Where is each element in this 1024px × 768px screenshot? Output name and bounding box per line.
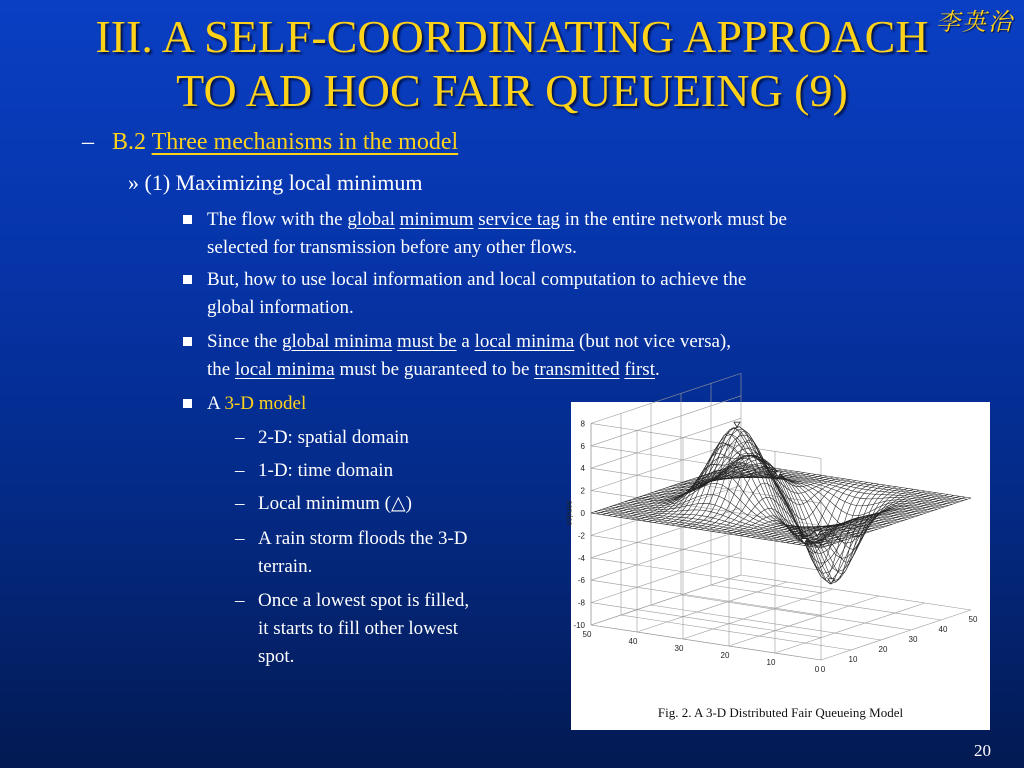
x-axis-tick-label: 10 (848, 655, 858, 664)
floor-gridline (775, 603, 925, 653)
back-wall-gridline (591, 441, 741, 491)
bullet-line (207, 356, 660, 384)
side-wall-gridline (591, 603, 821, 638)
floor-gridline (591, 575, 741, 625)
y-axis-tick-label: 0 (814, 665, 820, 674)
subheading (128, 170, 423, 196)
text: . (654, 359, 660, 380)
heading-prefix: B.2 (112, 129, 147, 155)
surface-mesh-line (726, 468, 956, 503)
bullet-square-icon (183, 275, 192, 284)
underlined-text: transmitted (534, 359, 620, 380)
underlined-text: must be (396, 331, 457, 352)
bullet-square-icon (183, 399, 192, 408)
x-axis-tick-label: 40 (938, 625, 948, 634)
floor-gridline (591, 625, 821, 660)
y-axis-tick-label: 30 (674, 644, 684, 653)
dash-marker: – (235, 427, 245, 448)
figure-3d-surface (565, 402, 990, 730)
underlined-text: service tag (478, 209, 561, 230)
heading-text: Three mechanisms in the model (151, 129, 459, 155)
back-wall-gridline (591, 396, 741, 446)
bullet-line: global information. (207, 297, 354, 318)
bullet-line (207, 328, 731, 356)
page-number: 20 (974, 741, 991, 760)
subbullet-text: spot. (258, 646, 295, 667)
floor-gridline (741, 575, 971, 610)
y-axis-tick-label: 10 (766, 658, 776, 667)
underlined-text: global (347, 209, 395, 230)
side-wall-gridline (591, 558, 821, 593)
underlined-text: local minima (474, 331, 575, 352)
z-axis-tick-label: 2 (580, 486, 585, 496)
surface-plot (565, 402, 990, 702)
bullet-square-icon (183, 337, 192, 346)
surface-mesh-line (707, 474, 937, 543)
subbullet-text: Local minimum (△) (258, 493, 412, 514)
dash-marker: – (235, 493, 245, 514)
bullet-line: selected for transmission before any other flows. (207, 237, 577, 258)
floor-gridline (683, 589, 833, 639)
x-axis-tick-label: 30 (908, 635, 918, 644)
subbullet-text: it starts to fill other lowest (258, 618, 459, 639)
underlined-text: local minima (234, 359, 335, 380)
bullet-square-icon (183, 215, 192, 224)
text: (but not vice versa), (579, 331, 731, 352)
z-axis-tick-label: 6 (580, 441, 585, 451)
back-wall-gridline (591, 508, 741, 558)
subbullet-text: Once a lowest spot is filled, (258, 590, 470, 611)
dash-marker: – (235, 460, 245, 481)
floor-gridline (621, 615, 851, 650)
subheading-marker: » (128, 170, 139, 195)
bullet-line: But, how to use local information and local computation to achieve the (207, 269, 747, 290)
x-axis-tick-label: 0 (820, 665, 826, 674)
x-axis-tick-label: 50 (968, 615, 978, 624)
z-axis-tick-label: 4 (580, 464, 585, 474)
text: Since the (207, 331, 278, 352)
z-axis-tick-label: 8 (580, 419, 585, 429)
slide-title-line-2: TO AD HOC FAIR QUEUEING (9) (176, 65, 848, 116)
text: must be guaranteed to be (339, 359, 530, 380)
subheading-text: (1) Maximizing local minimum (144, 170, 423, 195)
y-axis-tick-label: 20 (720, 651, 730, 660)
subbullet-text: 1-D: time domain (258, 460, 394, 481)
local-minimum-marker (734, 422, 740, 427)
author-logo: 李英治 (936, 10, 1014, 36)
z-axis-tick-label: -4 (577, 553, 585, 563)
text: The flow with the (207, 209, 343, 230)
subbullet-text: 2-D: spatial domain (258, 427, 409, 448)
z-axis-tick-label: -6 (577, 576, 585, 586)
subbullet-text: A rain storm floods the 3-D (258, 528, 468, 549)
back-wall-gridline (591, 553, 741, 603)
surface-mesh-line (719, 471, 949, 506)
back-wall-gridline (591, 530, 741, 580)
side-wall-gridline (591, 423, 821, 458)
text: in the entire network must be (564, 209, 787, 230)
heading-dash: – (82, 129, 94, 155)
floor-gridline (651, 605, 881, 640)
y-axis-tick-label: 50 (582, 630, 592, 639)
dash-marker: – (235, 590, 245, 611)
highlighted-text: 3-D model (224, 393, 307, 414)
text: the (207, 359, 231, 380)
underlined-text: global minima (281, 331, 393, 352)
y-axis-tick-label: 40 (628, 637, 638, 646)
surface-mesh-line (741, 463, 971, 498)
floor-gridline (821, 610, 971, 660)
z-axis-tick-label: -10 (573, 621, 585, 630)
floor-gridline (637, 582, 787, 632)
text: A (207, 393, 220, 414)
back-wall-gridline (591, 418, 741, 468)
slide-title (0, 10, 1024, 118)
surface-mesh-line (606, 508, 836, 543)
z-axis-tick-label: -2 (577, 531, 585, 541)
subbullet-text: terrain. (258, 556, 313, 577)
underlined-text: first (624, 359, 655, 380)
z-axis-label: service (565, 500, 574, 526)
z-axis-tick-label: 0 (580, 509, 585, 518)
x-axis-tick-label: 20 (878, 645, 888, 654)
floor-gridline (729, 596, 879, 646)
bullet-line (207, 390, 306, 418)
z-axis-tick-label: -8 (577, 598, 585, 608)
side-wall-gridline (591, 580, 821, 615)
underlined-text: minimum (399, 209, 474, 230)
text: a (461, 331, 470, 352)
surface-mesh-line (730, 467, 960, 502)
dash-marker: – (235, 528, 245, 549)
figure-caption: Fig. 2. A 3-D Distributed Fair Queueing Model (657, 705, 904, 720)
section-heading (82, 129, 458, 156)
slide-title-line-1: III. A SELF-COORDINATING APPROACH (95, 11, 929, 62)
floor-gridline (711, 585, 941, 620)
floor-gridline (681, 595, 911, 630)
bullet-line (207, 206, 787, 234)
